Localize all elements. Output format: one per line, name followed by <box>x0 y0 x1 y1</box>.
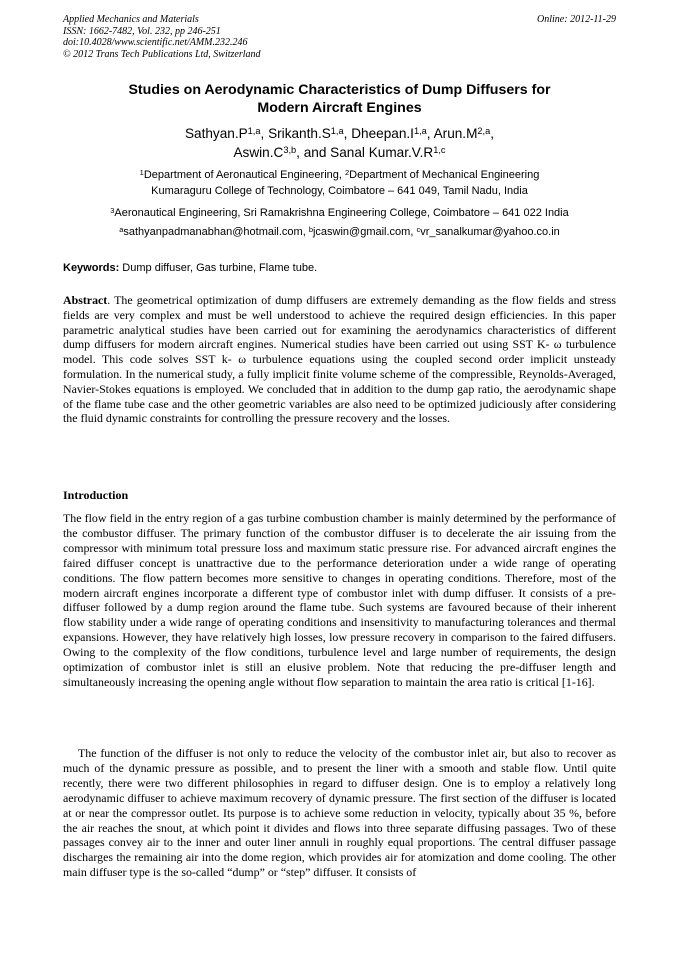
author-sup: 1,a <box>330 126 344 137</box>
author-name: Arun.M <box>433 126 478 141</box>
author-name: Sanal Kumar.V.R <box>330 145 434 160</box>
section-heading-introduction: Introduction <box>63 488 129 502</box>
email-sup: a <box>119 224 124 234</box>
author-name: Srikanth.S <box>268 126 331 141</box>
email-b[interactable]: jcaswin@gmail.com, <box>312 226 417 238</box>
title-line-2: Modern Aircraft Engines <box>257 99 422 116</box>
email-line <box>63 224 616 240</box>
author-sep: , <box>343 126 352 141</box>
email-c[interactable]: vr_sanalkumar@yahoo.co.in <box>420 226 560 238</box>
author-line-2 <box>63 143 616 162</box>
title-line-1: Studies on Aerodynamic Characteristics of Dump Diffusers for <box>128 82 551 98</box>
author-name: Aswin.C <box>233 145 284 160</box>
author-line-1 <box>63 124 616 143</box>
author-sep: , and <box>296 145 331 160</box>
keywords-label: Keywords: <box>63 262 120 274</box>
keywords-text: Dump diffuser, Gas turbine, Flame tube. <box>119 262 318 274</box>
abstract-text: . The geometrical optimization of dump diffusers are extremely demanding as the flow fields and stress fields are very complex and must be well understood to achieve the required design efficiencies. In this paper parametric analytical studies have been carried out for examining the aerodynamics characteristics of different dump diffusers for modern aircraft engines. Numerical studies have been carried out using SST K- ω turbulence model. This code solves SST k- ω turbulence equations using the coupled second order implicit unsteady formulation. In the numerical study, a fully implicit finite volume scheme of the compressible, Reynolds-Averaged, Navier-Stokes equations is employed. We concluded that in addition to the dump gap ratio, the aerodynamic shape of the flame tube case and the other geometric variables are also need to be optimized judiciously after considering the fluid dynamic constraints for controlling the pressure recovery and the losses. <box>63 293 616 426</box>
journal-header <box>63 14 616 60</box>
abstract-label: Abstract <box>63 293 108 307</box>
aff-sup: 2 <box>345 167 350 177</box>
author-name: Dheepan.I <box>351 126 414 141</box>
author-sep: , <box>426 126 434 141</box>
aff-3-text: Aeronautical Engineering, Sri Ramakrishna Engineering College, Coimbatore – 641 022 India <box>114 207 569 219</box>
aff-2-text: Department of Mechanical Engineering <box>349 169 540 181</box>
affiliation-line <box>63 167 616 183</box>
doi-line: doi:10.4028/www.scientific.net/AMM.232.246 <box>63 37 248 48</box>
journal-name: Applied Mechanics and Materials <box>63 14 199 25</box>
paper-title <box>63 82 616 117</box>
author-sup: 1,a <box>247 126 261 137</box>
aff-1-text: Department of Aeronautical Engineering, <box>143 169 345 181</box>
email-sup: b <box>308 224 313 234</box>
email-a[interactable]: sathyanpadmanabhan@hotmail.com, <box>123 226 309 238</box>
affiliation-institution: Kumaraguru College of Technology, Coimbatore – 641 049, Tamil Nadu, India <box>151 185 528 197</box>
issn-line: ISSN: 1662-7482, Vol. 232, pp 246-251 <box>63 25 221 37</box>
author-list <box>63 124 616 162</box>
author-sup: 3,b <box>283 145 297 156</box>
copyright-line: © 2012 Trans Tech Publications Ltd, Switzerland <box>63 48 261 60</box>
keywords <box>63 261 616 275</box>
intro-paragraph-2: The function of the diffuser is not only to reduce the velocity of the combustor inlet air, but also to recover as much of the dynamic pressure as possible, and to present the liner with a smooth and stable flow. Until quite recently, there were two different philosophies in regard to diffuser design. One is to employ a relatively long aerodynamic diffuser to achieve maximum recovery of dynamic pressure. The first section of the diffuser is located at or near the compressor outlet. Its purpose is to achieve some reduction in velocity, typically about 35 %, before the air reaches the snout, at which point it divides and flows into three separate diffusing passages. Two of these passages convey air to the inner and outer liner annuli in roughly equal proportions. The central diffuser passage discharges the remaining air into the dome region, which provides air for atomization and dome cooling. The other main diffuser type is the so-called “dump” or “step” diffuser. It consists of <box>63 746 616 880</box>
affiliation-block-1-2 <box>63 167 616 199</box>
affiliation-block-3 <box>63 205 616 221</box>
author-sup: 1,a <box>413 126 427 137</box>
author-sup: 1,c <box>433 145 446 156</box>
email-sup: c <box>416 224 421 234</box>
author-name: Sathyan.P <box>184 126 248 141</box>
abstract <box>63 293 616 426</box>
author-sep: , <box>260 126 269 141</box>
online-date: Online: 2012-11-29 <box>537 14 616 25</box>
intro-paragraph-1: The flow field in the entry region of a gas turbine combustion chamber is mainly determined by the performance of the combustor diffuser. The primary function of the combustor diffuser is to decelerate the air issuing from the compressor with minimum total pressure loss and maximum static pressure rise. For advanced aircraft engines the faired diffuser concept is unattractive due to the performance deterioration under a wide range of operating conditions. The flow pattern becomes more sensitive to changes in operating conditions. Therefore, most of the modern aircraft engines incorporate a different type of combustor inlet with dump diffuser. It consists of a pre-diffuser followed by a dump region around the flame tube. Such systems are favoured because of their inherent flow stability under a wide range of operating conditions and insensitivity to manufacturing tolerances and thermal expansions. However, they have relatively high losses, low pressure recovery in comparison to the faired diffusers. Owing to the complexity of the flow conditions, turbulence level and large number of requirements, the design optimization of combustor inlet is still an elusive problem. Note that reducing the pre-diffuser length and simultaneously increasing the opening angle without flow separation to maintain the area ratio is critical [1-16]. <box>63 511 616 689</box>
author-sep: , <box>490 126 495 141</box>
aff-sup: 1 <box>139 167 144 177</box>
aff-sup: 3 <box>110 205 115 215</box>
author-sup: 2,a <box>477 126 491 137</box>
